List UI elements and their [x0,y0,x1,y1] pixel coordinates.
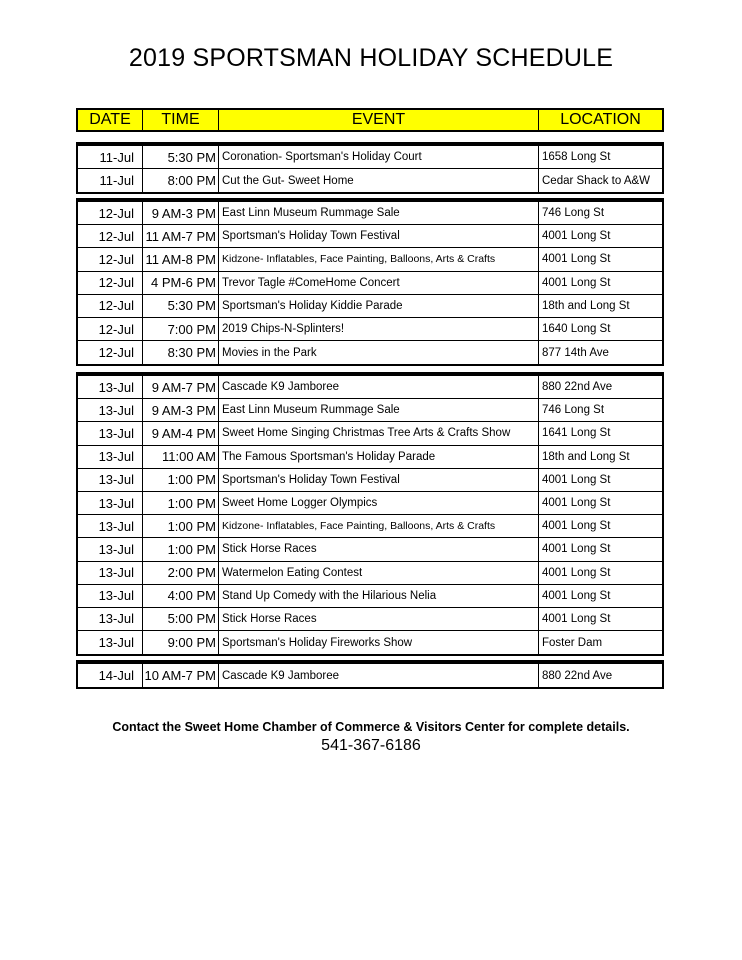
table-row [78,295,662,318]
cell-event: East Linn Museum Rummage Sale [219,202,539,224]
cell-date: 11-Jul [78,146,143,168]
cell-time: 5:30 PM [143,146,219,168]
cell-location: 4001 Long St [542,612,611,625]
table-row [78,248,662,271]
cell-location: 4001 Long St [542,497,611,510]
cell-date: 13-Jul [78,608,143,630]
cell-location: 746 Long St [542,404,605,417]
cell-time: 8:00 PM [143,169,219,192]
cell-location: 4001 Long St [542,566,611,579]
column-header-time: TIME [143,110,219,130]
cell-date: 12-Jul [78,295,143,317]
cell-time: 9 AM-3 PM [143,399,219,421]
cell-event: Sportsman's Holiday Fireworks Show [219,631,539,654]
cell-time: 11 AM-7 PM [143,225,219,247]
cell-time: 9 AM-7 PM [143,376,219,398]
cell-event: Stick Horse Races [219,608,539,630]
cell-date: 13-Jul [78,538,143,560]
cell-time: 1:00 PM [143,469,219,491]
cell-location: Cedar Shack to A&W [542,174,651,187]
cell-date: 12-Jul [78,272,143,294]
cell-event: East Linn Museum Rummage Sale [219,399,539,421]
cell-time: 1:00 PM [143,515,219,537]
column-header-event: EVENT [219,110,539,130]
table-row [78,492,662,515]
cell-time: 9 AM-3 PM [143,202,219,224]
day-group [76,660,664,689]
cell-location: 18th and Long St [542,299,630,312]
cell-date: 12-Jul [78,202,143,224]
cell-time: 5:00 PM [143,608,219,630]
column-header-date: DATE [78,110,143,130]
table-row [78,422,662,445]
table-row [78,538,662,561]
table-row [78,225,662,248]
cell-event: Kidzone- Inflatables, Face Painting, Balloons, Arts & Crafts [219,248,539,270]
cell-location: 1658 Long St [542,151,611,164]
cell-time: 9:00 PM [143,631,219,654]
cell-date: 12-Jul [78,225,143,247]
cell-time: 7:00 PM [143,318,219,340]
cell-event: 2019 Chips-N-Splinters! [219,318,539,340]
day-group [76,198,664,366]
table-header [76,108,664,132]
cell-event: Sportsman's Holiday Town Festival [219,225,539,247]
cell-location: Foster Dam [542,636,603,649]
cell-time: 4:00 PM [143,585,219,607]
table-row [78,341,662,364]
cell-location: 880 22nd Ave [542,669,613,682]
cell-event: Cascade K9 Jamboree [219,664,539,687]
cell-date: 13-Jul [78,399,143,421]
cell-time: 4 PM-6 PM [143,272,219,294]
cell-event: Stick Horse Races [219,538,539,560]
cell-date: 12-Jul [78,341,143,364]
table-row [78,272,662,295]
table-row [78,399,662,422]
cell-date: 13-Jul [78,515,143,537]
table-row [78,376,662,399]
day-group [76,142,664,194]
cell-date: 13-Jul [78,492,143,514]
cell-location: 4001 Long St [542,543,611,556]
cell-location: 4001 Long St [542,473,611,486]
cell-date: 13-Jul [78,585,143,607]
cell-location: 877 14th Ave [542,346,609,359]
table-row [78,664,662,687]
table-row [78,318,662,341]
day-group [76,372,664,656]
cell-location: 4001 Long St [542,253,611,266]
table-row [78,562,662,585]
table-row [78,631,662,654]
cell-date: 13-Jul [78,446,143,468]
cell-time: 9 AM-4 PM [143,422,219,444]
cell-date: 13-Jul [78,562,143,584]
cell-event: Trevor Tagle #ComeHome Concert [219,272,539,294]
cell-date: 11-Jul [78,169,143,192]
table-row [78,608,662,631]
cell-event: Kidzone- Inflatables, Face Painting, Balloons, Arts & Crafts [219,515,539,537]
cell-location: 4001 Long St [542,230,611,243]
cell-event: Sweet Home Logger Olympics [219,492,539,514]
cell-location: 4001 Long St [542,276,611,289]
cell-location: 880 22nd Ave [542,381,613,394]
cell-time: 11:00 AM [143,446,219,468]
cell-date: 14-Jul [78,664,143,687]
cell-time: 1:00 PM [143,492,219,514]
cell-time: 1:00 PM [143,538,219,560]
cell-event: Watermelon Eating Contest [219,562,539,584]
cell-event: Cut the Gut- Sweet Home [219,169,539,192]
cell-date: 13-Jul [78,631,143,654]
page-title: 2019 SPORTSMAN HOLIDAY SCHEDULE [128,44,614,72]
cell-date: 13-Jul [78,376,143,398]
table-row [78,146,662,169]
cell-event: Coronation- Sportsman's Holiday Court [219,146,539,168]
cell-time: 11 AM-8 PM [143,248,219,270]
cell-time: 8:30 PM [143,341,219,364]
cell-date: 13-Jul [78,422,143,444]
cell-time: 5:30 PM [143,295,219,317]
table-row [78,446,662,469]
cell-event: Cascade K9 Jamboree [219,376,539,398]
cell-location: 4001 Long St [542,520,611,533]
cell-date: 12-Jul [78,318,143,340]
table-row [78,515,662,538]
cell-event: Sportsman's Holiday Town Festival [219,469,539,491]
cell-time: 10 AM-7 PM [143,664,219,687]
table-row [78,585,662,608]
cell-event: The Famous Sportsman's Holiday Parade [219,446,539,468]
table-row [78,202,662,225]
column-header-location: LOCATION [560,111,641,128]
cell-event: Movies in the Park [219,341,539,364]
cell-event: Sweet Home Singing Christmas Tree Arts & Crafts Show [219,422,539,444]
cell-event: Stand Up Comedy with the Hilarious Nelia [219,585,539,607]
cell-location: 1640 Long St [542,323,611,336]
contact-note: Contact the Sweet Home Chamber of Commerce & Visitors Center for complete details. [112,720,630,734]
phone-number: 541-367-6186 [321,737,421,754]
table-row [78,469,662,492]
cell-location: 18th and Long St [542,450,630,463]
table-row [78,169,662,192]
cell-location: 746 Long St [542,207,605,220]
cell-time: 2:00 PM [143,562,219,584]
cell-date: 12-Jul [78,248,143,270]
cell-event: Sportsman's Holiday Kiddie Parade [219,295,539,317]
cell-date: 13-Jul [78,469,143,491]
cell-location: 4001 Long St [542,589,611,602]
cell-location: 1641 Long St [542,427,611,440]
